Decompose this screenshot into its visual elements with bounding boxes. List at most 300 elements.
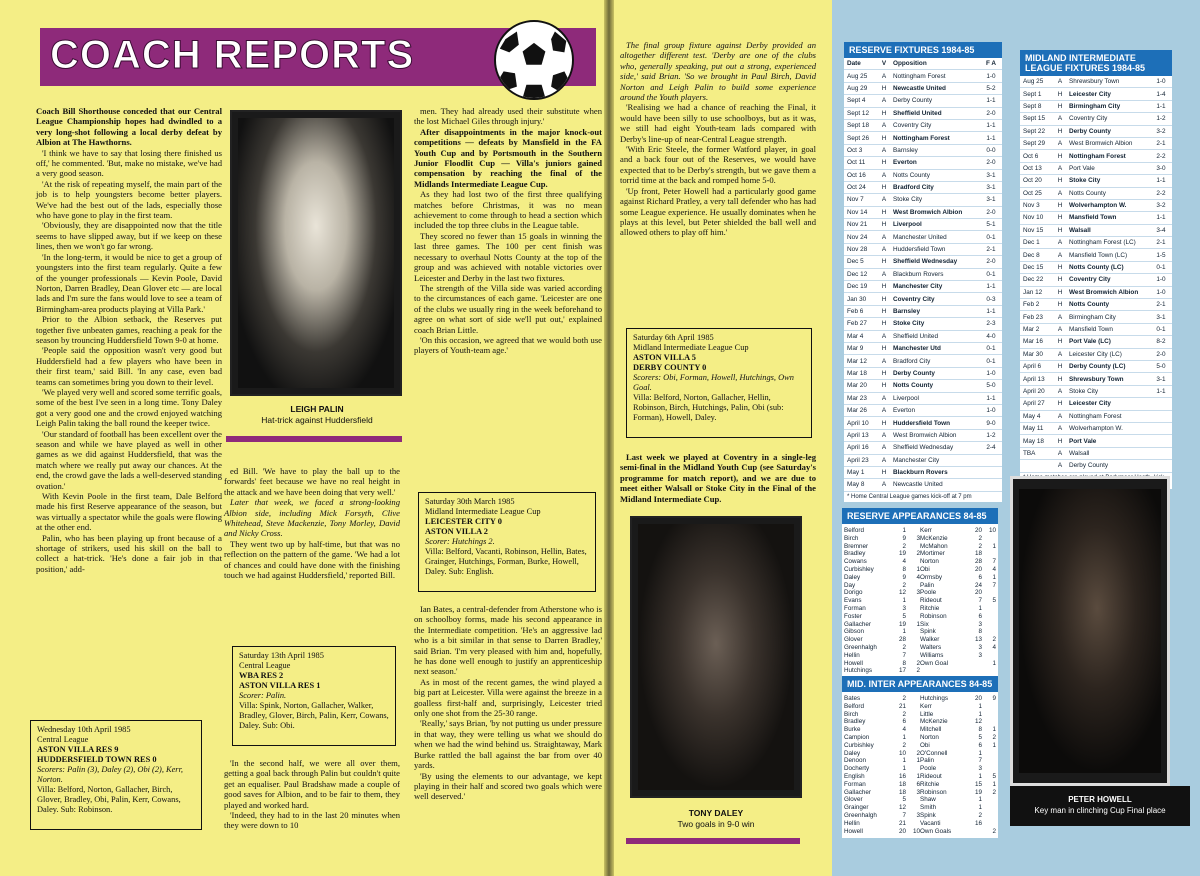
fixture-venue: H xyxy=(1057,301,1063,309)
apps-count: 8 xyxy=(978,726,982,734)
fixture-venue: A xyxy=(881,97,887,105)
fixture-opposition: Bradford City xyxy=(893,184,934,192)
player-name: Spink xyxy=(920,628,936,636)
goals-count xyxy=(906,804,920,812)
box-scorers: Scorers: Obi, Forman, Howell, Hutchings, Own Goal. xyxy=(633,373,794,392)
article-paragraph: 'Realising we had a chance of reaching the Final, it would have been silly to use schoolboys, but as it was, we still had eight Youth-team lads compared with Derby's line-up of near-Central League strength. xyxy=(620,102,816,144)
caption-name: LEIGH PALIN xyxy=(290,404,344,414)
fixture-score: 1-1 xyxy=(986,308,996,315)
apps-count: 7 xyxy=(902,811,906,819)
fixture-venue: A xyxy=(881,171,887,179)
table-title: RESERVE APPEARANCES 84-85 xyxy=(842,508,998,524)
appearance-entry xyxy=(844,773,920,781)
appearance-entry xyxy=(844,734,920,742)
box-team-2: HUDDERSFIELD TOWN RES 0 xyxy=(37,755,157,764)
fixture-opposition: Port Vale xyxy=(1069,437,1097,445)
fixture-date: Sept 12 xyxy=(847,109,870,117)
fixture-date: Aug 25 xyxy=(1023,78,1044,86)
appearance-entry xyxy=(844,789,920,797)
fixture-score: 1-4 xyxy=(1156,90,1166,98)
player-name: Bradley xyxy=(844,550,866,558)
apps-count: 8 xyxy=(902,565,906,573)
goals-count: 7 xyxy=(992,581,996,589)
fixture-opposition: Barnsley xyxy=(893,308,920,315)
fixture-opposition: Stoke City xyxy=(1069,387,1099,395)
apps-count: 19 xyxy=(898,620,906,628)
fixture-opposition: Derby County xyxy=(893,369,935,377)
article-paragraph: 'At the risk of repeating myself, the main part of the job is to help youngsters become better players. We've had the best out of the lads, especially those who have gone to play in the first team. xyxy=(36,178,222,221)
player-name: Ritchie xyxy=(920,780,940,788)
appearance-entry xyxy=(844,597,920,605)
article-intro: Coach Bill Shorthouse conceded that our Central League Championship hopes had dwindled to a very long-shot following a local derby defeat by Albion at The Hawthorns. xyxy=(36,106,222,148)
fixture-score: 3-2 xyxy=(1156,127,1166,135)
fixture-row xyxy=(844,368,1002,380)
goals-count: 1 xyxy=(916,757,920,765)
goals-count xyxy=(906,718,920,726)
fixture-date: Jan 12 xyxy=(1023,288,1043,296)
caption-divider xyxy=(626,838,800,844)
player-name: Curbishley xyxy=(844,565,874,573)
fixture-opposition: Everton xyxy=(893,159,917,167)
player-name: Little xyxy=(920,710,934,718)
goals-count xyxy=(906,742,920,750)
fixture-score: 2-0 xyxy=(986,109,996,117)
fixture-opposition: Newcastle United xyxy=(893,84,946,92)
fixture-date: Feb 27 xyxy=(847,320,867,328)
goals-count: 5 xyxy=(992,772,996,780)
fixture-opposition: Blackburn Rovers xyxy=(893,270,944,278)
apps-count: 2 xyxy=(902,695,906,702)
fixture-venue: A xyxy=(1057,140,1063,148)
fixture-date: Feb 2 xyxy=(1023,301,1040,309)
header-venue: V xyxy=(881,60,887,68)
fixture-date: Nov 24 xyxy=(847,233,868,241)
fixture-opposition: Derby County xyxy=(1069,127,1111,135)
box-team-2: ASTON VILLA RES 1 xyxy=(239,681,321,690)
fixture-venue: H xyxy=(881,258,887,266)
goals-count xyxy=(906,558,920,566)
box-team-1: WBA RES 2 xyxy=(239,671,284,680)
goals-count: 4 xyxy=(916,573,920,581)
fixture-venue: A xyxy=(881,456,887,464)
fixture-venue: A xyxy=(1057,164,1063,172)
fixture-date: Oct 6 xyxy=(1023,152,1039,160)
appearance-entry xyxy=(844,726,920,734)
apps-count: 2 xyxy=(902,542,906,550)
fixture-score: 1-0 xyxy=(986,369,996,377)
fixture-venue: H xyxy=(881,184,887,192)
fixture-score: 2-0 xyxy=(986,159,996,167)
fixture-opposition: Birmingham City xyxy=(1069,313,1116,321)
fixture-opposition: Port Vale (LC) xyxy=(1069,338,1111,346)
box-date: Saturday 13th April 1985 xyxy=(239,651,324,660)
article-paragraph: They scored no fewer than 15 goals in winning the last three games. The 100 per cent finish was necessary to overhaul Notts County at the top of the group and was achieved with notable victories over Leicester and Derby in the last two fixtures. xyxy=(414,230,602,283)
fixture-row xyxy=(1020,398,1172,410)
fixture-opposition: Port Vale xyxy=(1069,164,1095,172)
box-team-list: Villa: Spink, Norton, Gallacher, Walker, Bradley, Glover, Birch, Palin, Kerr, Cowans, Daley. Sub: Obi. xyxy=(239,701,389,730)
apps-count: 12 xyxy=(898,804,906,812)
box-date: Wednesday 10th April 1985 xyxy=(37,725,131,734)
player-name: Howell xyxy=(844,659,863,667)
fixture-opposition: Nottingham Forest xyxy=(893,134,950,142)
fixture-score: 0-0 xyxy=(986,146,996,154)
apps-count: 9 xyxy=(902,534,906,542)
appearance-entry xyxy=(920,628,996,636)
goals-count: 1 xyxy=(992,573,996,581)
player-name: Gibson xyxy=(844,628,864,636)
fixture-row xyxy=(1020,138,1172,150)
fixture-row xyxy=(844,306,1002,318)
fixture-score: 3-0 xyxy=(1156,164,1166,172)
article-subhead: After disappointments in the major knock-out competitions — defeats by Mansfield in the FA Youth Cup and by Portsmouth in the Southern Junior Floodlit Cup — Villa's juniors gained compensation by reaching the final of the Midlands Intermediate League Cup. xyxy=(414,126,602,189)
player-name: Greenhalgh xyxy=(844,643,877,651)
player-name: Birch xyxy=(844,534,859,542)
fixture-opposition: Manchester City xyxy=(893,456,940,464)
player-name: Walker xyxy=(920,636,940,644)
fixture-score: 0-1 xyxy=(1156,326,1166,333)
player-name: English xyxy=(844,772,865,780)
fixture-score: 2-4 xyxy=(986,444,996,452)
goals-count xyxy=(982,765,996,773)
player-name: Forman xyxy=(844,604,866,612)
player-name: Gallacher xyxy=(844,620,871,628)
midland-fixtures-table xyxy=(1020,50,1172,489)
apps-count: 17 xyxy=(898,667,906,675)
goals-count xyxy=(982,757,996,765)
fixture-date: Oct 25 xyxy=(1023,189,1042,197)
fixture-venue: A xyxy=(1057,78,1063,86)
fixture-venue: H xyxy=(881,320,887,328)
article-column-3b xyxy=(414,604,602,802)
article-paragraph: Prior to the Albion setback, the Reserves put together five unbeaten games, reaching a peak for the season by trouncing Huddersfield Town 9-0 at home. xyxy=(36,314,222,345)
table-title: MIDLAND INTERMEDIATE LEAGUE FIXTURES 1984-85 xyxy=(1020,50,1172,76)
player-name: Burke xyxy=(844,726,861,734)
fixture-venue: A xyxy=(881,431,887,439)
player-name: Bradley xyxy=(844,718,866,726)
appearance-entry xyxy=(844,660,920,668)
appearance-entry xyxy=(844,812,920,820)
page-gutter xyxy=(604,0,614,876)
table-rows xyxy=(1020,76,1172,473)
apps-count: 2 xyxy=(978,811,982,819)
fixture-venue: A xyxy=(1057,449,1063,457)
fixture-score: 2-2 xyxy=(1156,152,1166,160)
player-name: Palin xyxy=(920,757,935,765)
appearance-entry xyxy=(920,796,996,804)
fixture-score: 9-0 xyxy=(986,419,996,427)
appearance-entry xyxy=(844,703,920,711)
caption-text: Two goals in 9-0 win xyxy=(677,819,755,829)
apps-count: 8 xyxy=(978,628,982,636)
article-paragraph: 'On this occasion, we agreed that we would both use players of Youth-team age.' xyxy=(414,334,602,356)
apps-count: 3 xyxy=(978,620,982,628)
fixture-date: Sept 15 xyxy=(1023,115,1046,123)
fixture-opposition: Newcastle United xyxy=(893,481,943,489)
fixture-date: May 11 xyxy=(1023,425,1044,433)
fixture-row xyxy=(844,95,1002,107)
fixture-date: Nov 28 xyxy=(847,246,868,254)
fixture-row xyxy=(844,244,1002,256)
appearance-entry xyxy=(920,828,996,836)
apps-count: 19 xyxy=(898,550,906,558)
fixture-row xyxy=(844,355,1002,367)
player-name: Daley xyxy=(844,573,861,581)
fixture-score: 1-1 xyxy=(986,134,996,142)
appearance-entry xyxy=(844,621,920,629)
appearance-entry xyxy=(920,703,996,711)
apps-count: 4 xyxy=(902,726,906,734)
fixture-row xyxy=(1020,88,1172,100)
apps-count: 1 xyxy=(978,604,982,612)
player-name: Ritchie xyxy=(920,604,940,612)
apps-count: 1 xyxy=(902,597,906,605)
goals-count: 1 xyxy=(916,772,920,780)
player-name: Shaw xyxy=(920,796,936,804)
fixture-row xyxy=(844,417,1002,429)
fixture-score: 4-0 xyxy=(986,332,996,340)
match-report-box xyxy=(30,720,202,830)
goals-count xyxy=(982,652,996,660)
fixture-score: 0-1 xyxy=(986,233,996,241)
player-name: Obi xyxy=(920,565,930,573)
apps-count: 1 xyxy=(978,710,982,718)
goals-count: 2 xyxy=(916,667,920,675)
fixture-date: Oct 13 xyxy=(1023,164,1042,172)
article-paragraph: 'People said the opposition wasn't very good but Huddersfield had a few players who have been in their first team,' said Bill. 'In any case, even bad teams can sometimes bring you down to their level. xyxy=(36,345,222,387)
appearance-entry xyxy=(920,597,996,605)
fixture-opposition: Notts County xyxy=(893,171,930,179)
fixture-date: April 23 xyxy=(847,456,869,464)
fixture-score: 5-0 xyxy=(1156,363,1166,371)
table-title: MID. INTER APPEARANCES 84-85 xyxy=(842,676,998,692)
fixture-date: April 20 xyxy=(1023,387,1045,395)
apps-count: 1 xyxy=(978,749,982,757)
apps-count: 20 xyxy=(974,589,982,597)
header-score: F A xyxy=(985,60,997,68)
box-team-2: DERBY COUNTY 0 xyxy=(633,363,707,372)
article-paragraph: 'Really,' says Brian, 'by not putting us under pressure in that way, they were telling us what we should do when we had the wind behind us. Straightaway, Mark Burke rattled the ball against the bar from over 40 yards. xyxy=(414,718,602,771)
fixture-score: 2-1 xyxy=(1156,140,1166,148)
article-paragraph: Ian Bates, a central-defender from Atherstone who is on schoolboy forms, made his second appearance in the Intermediate competition. 'He's an aggressive lad who is a bit similar in that sense to Darren Bradley,' said Brian. 'I'm very pleased with him and, hopefully, he has done well enough to justify an apprenticeship next season.' xyxy=(414,604,602,677)
fixture-row xyxy=(844,393,1002,405)
fixture-opposition: Leicester City xyxy=(1069,400,1111,408)
fixture-score: 1-1 xyxy=(986,283,996,291)
fixture-venue: A xyxy=(881,332,887,340)
goals-count: 2 xyxy=(992,788,996,796)
fixture-venue: H xyxy=(881,345,887,353)
fixture-opposition: Notts County xyxy=(1069,189,1106,197)
fixture-row xyxy=(844,194,1002,206)
box-team-1: LEICESTER CITY 0 xyxy=(425,517,502,526)
appearance-entry xyxy=(844,804,920,812)
fixture-venue: H xyxy=(1057,338,1063,346)
match-report-box xyxy=(418,492,596,592)
goals-count xyxy=(906,628,920,636)
goals-count xyxy=(906,597,920,605)
appearance-entry xyxy=(844,757,920,765)
fixture-date: April 27 xyxy=(1023,400,1045,408)
fixture-row xyxy=(844,281,1002,293)
fixture-row xyxy=(844,219,1002,231)
goals-count xyxy=(906,636,920,644)
fixture-date: Nov 15 xyxy=(1023,226,1044,234)
fixture-venue: A xyxy=(881,357,887,365)
fixture-row xyxy=(844,132,1002,144)
fixture-venue: H xyxy=(1057,127,1063,135)
fixture-date: Mar 4 xyxy=(847,332,864,340)
apps-count: 20 xyxy=(898,827,906,835)
goals-count: 1 xyxy=(992,741,996,749)
fixture-row xyxy=(844,293,1002,305)
fixture-opposition: Wolverhampton W. xyxy=(1069,425,1123,433)
fixture-opposition: Stoke City xyxy=(1069,177,1101,185)
player-name: Mitchell xyxy=(920,726,942,734)
tony-daley-photo xyxy=(630,516,802,798)
fixture-opposition: Manchester Utd xyxy=(893,345,941,353)
fixture-venue: H xyxy=(1057,152,1063,160)
goals-count: 2 xyxy=(916,659,920,667)
box-competition: Midland Intermediate League Cup xyxy=(633,343,749,352)
appearance-entry xyxy=(844,574,920,582)
fixture-row xyxy=(844,83,1002,95)
player-name: Norton xyxy=(920,558,939,566)
fixture-date: May 8 xyxy=(847,481,865,489)
appearance-entry xyxy=(920,550,996,558)
article-paragraph: Palin, who has been playing up front because of a shortage of strikers, used his skill on the ball to collect a hat-trick. 'He's done a fair job in that position,' add- xyxy=(36,532,222,574)
fixture-date: Aug 29 xyxy=(847,84,868,92)
fixture-opposition: West Bromwich Albion xyxy=(1069,140,1133,148)
goals-count: 2 xyxy=(916,550,920,558)
fixture-venue: H xyxy=(1057,102,1063,110)
fixture-date: April 16 xyxy=(847,444,869,452)
fixture-venue: A xyxy=(881,122,887,130)
appearance-entry xyxy=(920,804,996,812)
apps-count: 6 xyxy=(978,741,982,749)
fixture-venue: H xyxy=(1057,177,1063,185)
fixture-date: May 18 xyxy=(1023,437,1044,445)
appearance-entry xyxy=(844,711,920,719)
fixture-opposition: Coventry City xyxy=(1069,115,1108,123)
player-name: Hutchings xyxy=(920,695,949,702)
fixture-date: Oct 20 xyxy=(1023,177,1042,185)
goals-count: 2 xyxy=(992,827,996,835)
fixture-venue: H xyxy=(1057,202,1063,210)
article-column-4b xyxy=(620,452,816,504)
fixture-opposition: Wolverhampton W. xyxy=(1069,202,1127,210)
fixture-row xyxy=(844,108,1002,120)
player-name: McKenzie xyxy=(920,534,948,542)
goals-count: 4 xyxy=(992,565,996,573)
goals-count xyxy=(982,750,996,758)
fixture-row xyxy=(1020,411,1172,423)
player-name: Bremner xyxy=(844,542,869,550)
apps-count: 15 xyxy=(974,780,982,788)
appearance-entry xyxy=(920,621,996,629)
player-name: Kerr xyxy=(920,527,932,534)
appearance-entry xyxy=(920,660,996,668)
fixture-opposition: Notts County xyxy=(1069,301,1110,309)
appearance-entry xyxy=(920,711,996,719)
goals-count: 1 xyxy=(992,780,996,788)
fixture-venue: A xyxy=(881,481,887,489)
fixture-row xyxy=(1020,225,1172,237)
fixture-venue: H xyxy=(881,283,887,291)
player-name: Day xyxy=(844,581,856,589)
fixture-date: Oct 24 xyxy=(847,184,866,192)
fixture-date: Dec 22 xyxy=(1023,276,1044,284)
goals-count: 4 xyxy=(992,643,996,651)
fixture-date: Dec 1 xyxy=(1023,239,1040,247)
fixture-score: 1-1 xyxy=(986,394,996,402)
fixture-date: Nov 3 xyxy=(1023,202,1040,210)
player-name: Glover xyxy=(844,636,863,644)
fixture-date: Mar 18 xyxy=(847,369,867,377)
fixture-opposition: Sheffield United xyxy=(893,109,942,117)
fixture-opposition: Mansfield Town xyxy=(1069,326,1113,333)
fixture-venue: H xyxy=(881,295,887,303)
fixture-score: 3-2 xyxy=(1156,202,1166,210)
article-column-2 xyxy=(224,466,400,580)
apps-count: 2 xyxy=(902,710,906,718)
player-name: Gallacher xyxy=(844,788,871,796)
article-paragraph: ed Bill. 'We have to play the ball up to the forwards' feet because we have no real height in the attack and we have been doing that very well.' xyxy=(224,466,400,497)
appearance-entry xyxy=(920,742,996,750)
fixture-score: 1-0 xyxy=(986,72,996,80)
fixture-score: 2-0 xyxy=(986,258,996,266)
fixture-opposition: Sheffield Wednesday xyxy=(893,258,958,266)
apps-count: 21 xyxy=(898,819,906,827)
fixture-opposition: Leicester City (LC) xyxy=(1069,350,1122,358)
fixture-opposition: Derby County (LC) xyxy=(1069,363,1126,371)
appearance-list xyxy=(842,524,998,678)
goals-count: 1 xyxy=(916,565,920,573)
player-name: Hellin xyxy=(844,819,860,827)
fixture-date: Mar 23 xyxy=(847,394,867,402)
header-date: Date xyxy=(847,60,861,68)
apps-count: 19 xyxy=(974,788,982,796)
goals-count xyxy=(982,718,996,726)
fixture-row xyxy=(1020,175,1172,187)
fixture-date: May 1 xyxy=(847,469,865,477)
fixture-opposition: Liverpool xyxy=(893,394,919,402)
article-column-4 xyxy=(620,40,816,238)
goals-count xyxy=(906,726,920,734)
fixture-row xyxy=(1020,249,1172,261)
fixture-date: Oct 11 xyxy=(847,159,866,167)
goals-count: 2 xyxy=(992,733,996,741)
fixture-date: Mar 16 xyxy=(1023,338,1043,346)
fixture-score: 3-1 xyxy=(1156,313,1166,321)
box-team-1: ASTON VILLA RES 9 xyxy=(37,745,119,754)
fixture-row xyxy=(1020,237,1172,249)
appearance-list xyxy=(842,692,998,838)
fixture-opposition: Shrewsbury Town xyxy=(1069,375,1124,383)
apps-count: 13 xyxy=(974,636,982,644)
apps-count: 2 xyxy=(902,581,906,589)
appearance-entry xyxy=(920,781,996,789)
fixture-date: Nov 14 xyxy=(847,208,868,216)
fixture-date: Dec 15 xyxy=(1023,264,1044,272)
article-paragraph: As they had lost two of the first three qualifying matches before Christmas, it was no mean achievement to come through to head a section which included the top three clubs in the League table. xyxy=(414,189,602,231)
fixture-opposition: West Bromwich Albion xyxy=(1069,288,1139,296)
apps-count: 1 xyxy=(978,702,982,710)
fixture-date: Sept 1 xyxy=(1023,90,1042,98)
leigh-palin-photo xyxy=(230,110,402,396)
article-column-2b xyxy=(224,758,400,831)
fixture-opposition: Barnsley xyxy=(893,146,918,154)
player-name: Walters xyxy=(920,643,942,651)
appearance-entry xyxy=(920,636,996,644)
